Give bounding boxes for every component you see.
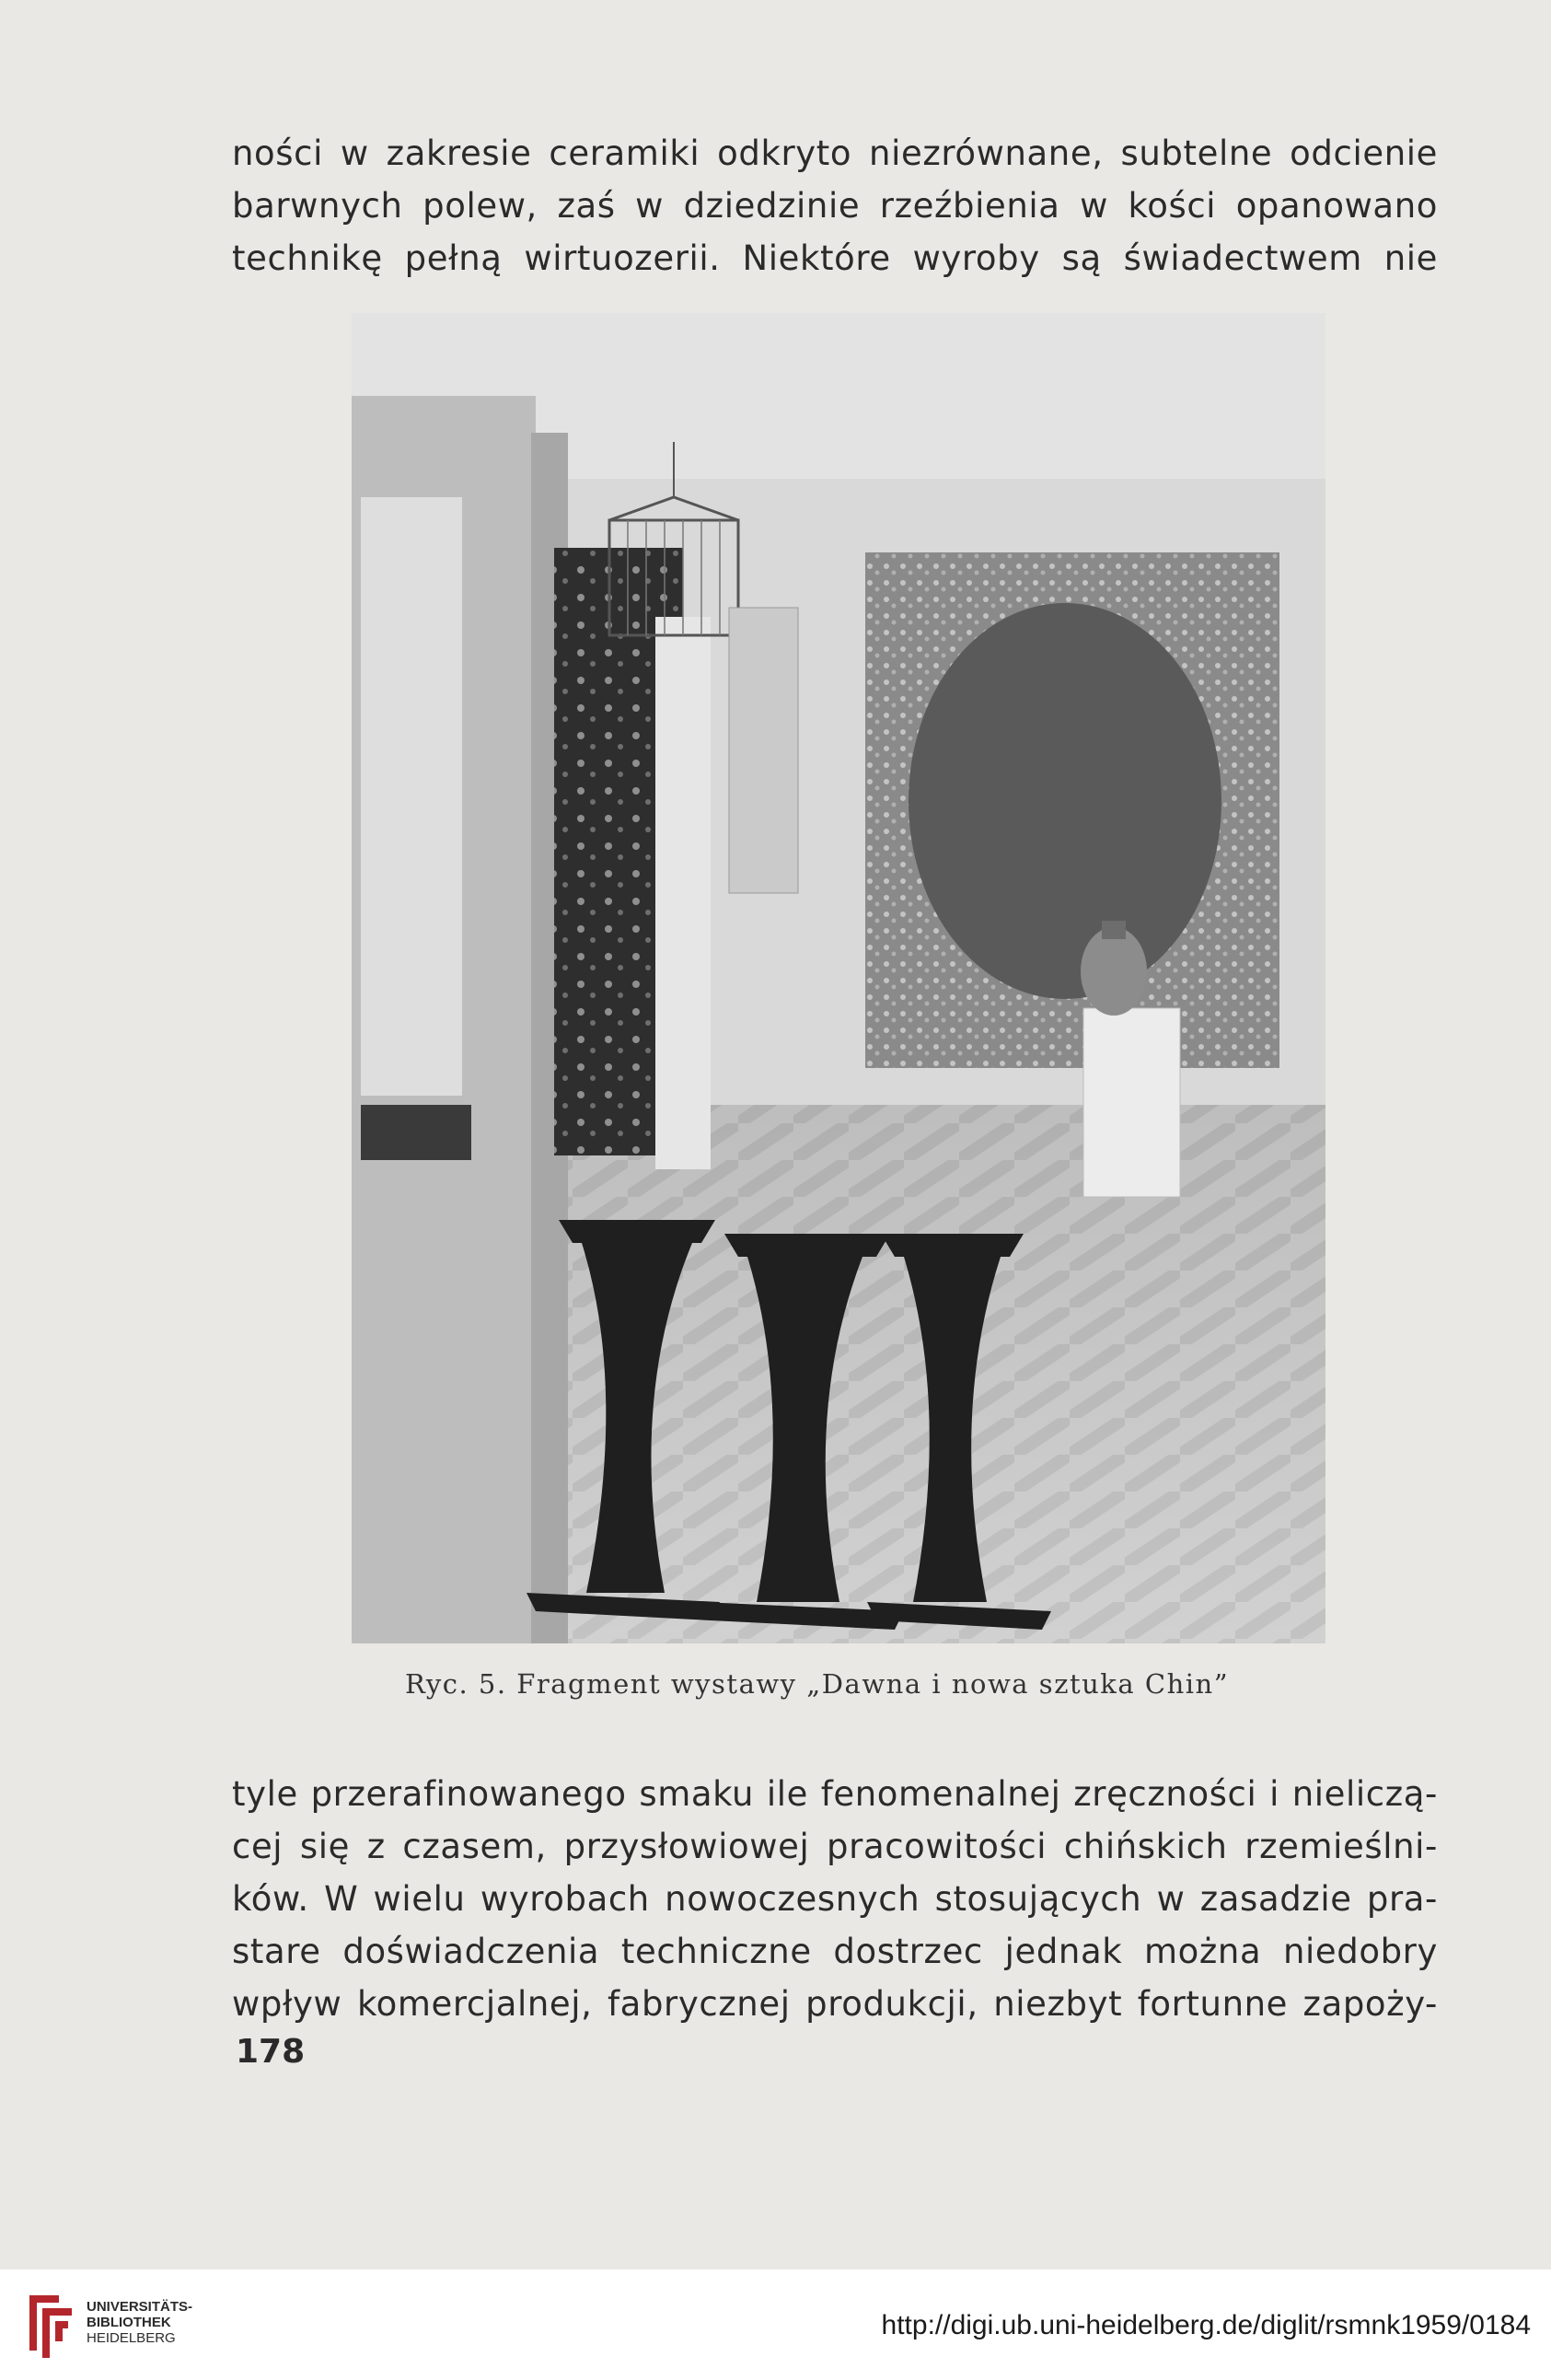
figure-caption: Ryc. 5. Fragment wystawy „Dawna i nowa sztuka Chin”: [405, 1668, 1230, 1700]
library-name: [87, 2299, 192, 2346]
library-line: UNIVERSITÄTS-: [87, 2299, 193, 2315]
text-line: ności w zakresie ceramiki odkryto niezrównane, subtelne odcienie: [232, 134, 1438, 173]
library-line: HEIDELBERG: [87, 2330, 176, 2346]
exhibition-photograph: [352, 313, 1325, 1643]
text-line: ków. W wielu wyrobach nowoczesnych stosujących w zasadzie pra-: [232, 1879, 1438, 1919]
paragraph-top: [232, 127, 1438, 284]
text-line: stare doświadczenia techniczne dostrzec jednak można niedobry: [232, 1932, 1438, 1971]
text-line: technikę pełną wirtuozerii. Niektóre wyroby są świadectwem nie: [232, 238, 1438, 278]
text-line: cej się z czasem, przysłowiowej pracowitości chińskich rzemieślni-: [232, 1827, 1438, 1866]
text-line: barwnych polew, zaś w dziedzinie rzeźbienia w kości opanowano: [232, 186, 1438, 226]
footer-bar: [0, 2270, 1551, 2380]
university-library-logo-icon: [22, 2286, 77, 2360]
library-line: BIBLIOTHEK: [87, 2315, 171, 2330]
paragraph-bottom: [232, 1768, 1438, 2030]
text-line: tyle przerafinowanego smaku ile fenomenalnej zręczności i nieliczą-: [232, 1774, 1438, 1814]
page-number: 178: [236, 2033, 306, 2071]
text-line: wpływ komercjalnej, fabrycznej produkcji, niezbyt fortunne zapoży-: [232, 1984, 1438, 2024]
source-url-link[interactable]: http://digi.ub.uni-heidelberg.de/diglit/rsmnk1959/0184: [881, 2310, 1531, 2340]
